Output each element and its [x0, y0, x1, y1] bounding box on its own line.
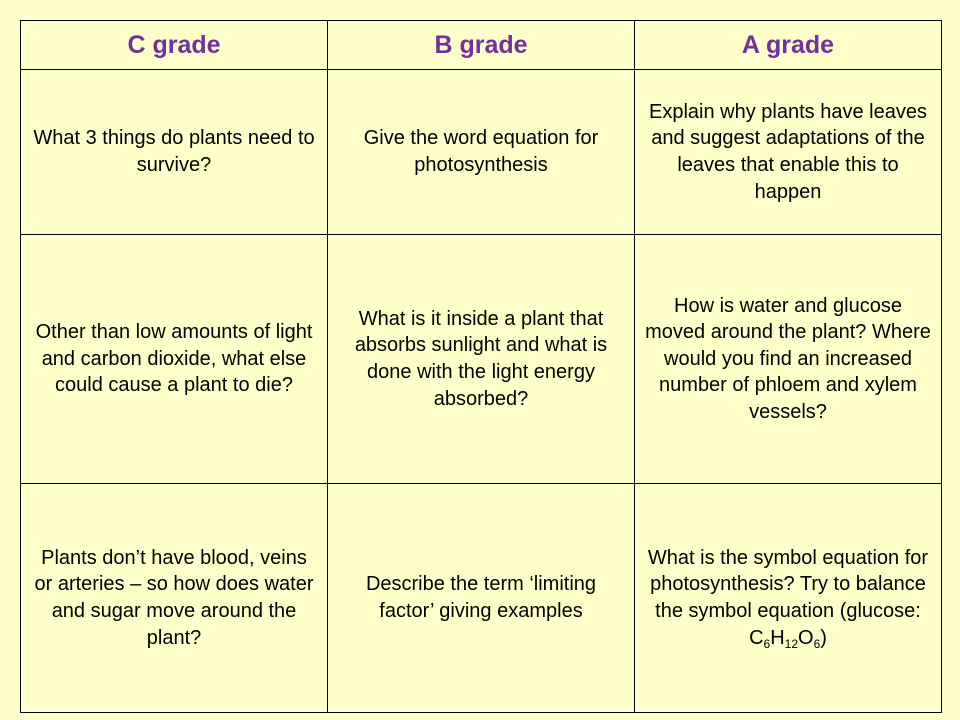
question-cell-c1: What 3 things do plants need to survive? [21, 70, 328, 235]
closing-paren: ) [820, 626, 827, 649]
table-header-row [21, 21, 942, 70]
formula-element: H [770, 626, 785, 649]
question-cell-b2: What is it inside a plant that absorbs sunlight and what is done with the light energy absorbed? [328, 235, 635, 484]
header-b-grade: B grade [328, 21, 635, 70]
header-a-grade: A grade [635, 21, 942, 70]
table-row [21, 70, 942, 235]
header-c-grade: C grade [21, 21, 328, 70]
question-cell-a2: How is water and glucose moved around the plant? Where would you find an increased number of phloem and xylem vessels? [635, 235, 942, 484]
formula-element: O [798, 626, 814, 649]
question-cell-a1: Explain why plants have leaves and suggest adaptations of the leaves that enable this to happen [635, 70, 942, 235]
question-cell-a3 [635, 484, 942, 713]
table-row [21, 484, 942, 713]
glucose-formula [749, 627, 820, 649]
question-cell-c2: Other than low amounts of light and carbon dioxide, what else could cause a plant to die? [21, 235, 328, 484]
question-cell-b1: Give the word equation for photosynthesis [328, 70, 635, 235]
formula-subscript: 6 [763, 636, 771, 651]
formula-subscript: 12 [784, 636, 799, 651]
table-row [21, 235, 942, 484]
question-cell-c3: Plants don’t have blood, veins or arteries – so how does water and sugar move around the plant? [21, 484, 328, 713]
grade-questions-table [20, 20, 942, 713]
formula-element: C [749, 626, 764, 649]
question-text: What is the symbol equation for photosynthesis? Try to balance the symbol equation (glucose: [647, 546, 929, 622]
question-cell-b3: Describe the term ‘limiting factor’ giving examples [328, 484, 635, 713]
formula-subscript: 6 [813, 636, 821, 651]
